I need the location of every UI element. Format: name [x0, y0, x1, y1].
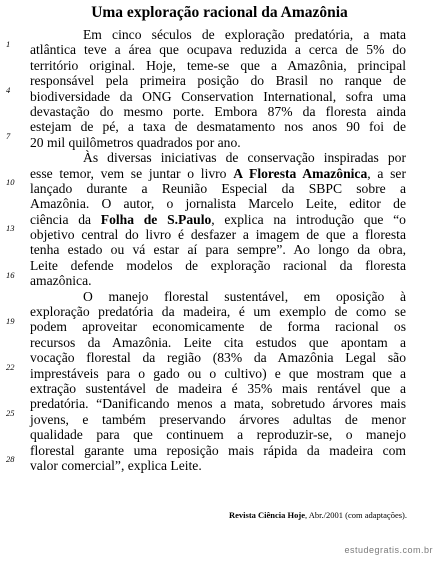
text-line: podem aproveitar economicamente de forma racional os — [30, 319, 406, 335]
line-number: 16 — [6, 270, 15, 280]
book-title: A Floresta Amazônica — [233, 165, 368, 181]
text-span: ciência da — [30, 211, 101, 227]
text-line: responsável pela primeira posição do Brasil no ranque de — [30, 73, 406, 89]
text-line: território original. Hoje, teme-se que a Amazônia, principal — [30, 57, 406, 73]
text-line: O manejo florestal sustentável, em oposição à — [83, 288, 406, 304]
text-line: Leite defende modelos de exploração racional da floresta — [30, 257, 406, 273]
line-number: 7 — [6, 131, 11, 141]
text-line: atlântica teve a área que ocupava reduzida a cerca de 5% do — [30, 42, 406, 58]
line-number: 28 — [6, 454, 15, 464]
text-line: estejam de pé, a taxa de desmatamento nos anos 90 foi de — [30, 119, 406, 135]
line-number: 10 — [6, 177, 15, 187]
text-line: amazônica. — [30, 273, 92, 289]
source-name: Revista Ciência Hoje — [229, 510, 306, 520]
text-span: , a ser — [367, 165, 406, 181]
text-line — [30, 212, 406, 227]
text-line: Amazônia. O autor, o jornalista Marcelo Leite, editor de — [30, 196, 406, 212]
line-number: 22 — [6, 362, 15, 372]
source-citation — [229, 510, 407, 520]
line-number: 25 — [6, 408, 15, 418]
text-span: esse temor, vem se juntar o livro — [30, 165, 234, 181]
text-line — [30, 166, 406, 181]
document-title: Uma exploração racional da Amazônia — [91, 4, 348, 21]
text-line: Em cinco séculos de exploração predatória, a mata — [83, 27, 406, 42]
text-line: florestal garante uma reposição mais rápida da madeira com — [30, 442, 406, 458]
line-number: 4 — [6, 85, 11, 95]
line-number: 13 — [6, 223, 15, 233]
text-line: imprestáveis para o gado ou o cultivo) e que mostram que a — [30, 365, 406, 381]
text-line: recursos da Amazônia. Leite cita estudos que apontam a — [30, 334, 406, 350]
line-number: 1 — [6, 39, 11, 49]
line-number: 19 — [6, 316, 15, 326]
site-watermark: estudegratis.com.br — [344, 545, 433, 555]
source-details: , Abr./2001 (com adaptações). — [305, 510, 407, 520]
article-body — [30, 27, 406, 473]
text-line: 20 mil quilômetros quadrados por ano. — [30, 134, 241, 150]
text-line: devastação do mesmo porte. Embora 87% da floresta ainda — [30, 103, 406, 119]
text-line: biodiversidade da ONG Conservation International, sofra uma — [30, 88, 406, 104]
text-line: vocação florestal da região (83% da Amazônia Legal são — [30, 350, 406, 366]
newspaper-name: Folha de S.Paulo — [100, 211, 212, 227]
text-line: tenha estado ou vá estar aí para sempre”. Ao longo da obra, — [30, 242, 406, 258]
text-line: lançado durante a Reunião Especial da SBPC sobre a — [30, 180, 406, 196]
text-line: predatória. “Danificando menos a mata, sobretudo árvores mais — [30, 396, 406, 412]
text-line: objetivo central do livro é desfazer a imagem de que a floresta — [30, 227, 406, 243]
text-line: qualidade para que continuem a reproduzir-se, o manejo — [30, 427, 406, 443]
text-line: valor comercial”, explica Leite. — [30, 457, 202, 473]
text-line: exploração predatória da madeira, é um exemplo de como se — [30, 304, 406, 320]
text-line: Às diversas iniciativas de conservação inspiradas por — [83, 150, 406, 166]
text-line: extração sustentável de madeira é 35% mais rentável que a — [30, 380, 406, 396]
text-line: jovens, e também preservando árvores adultas de menor — [30, 411, 406, 427]
text-span: , explica na introdução que “o — [211, 211, 406, 227]
